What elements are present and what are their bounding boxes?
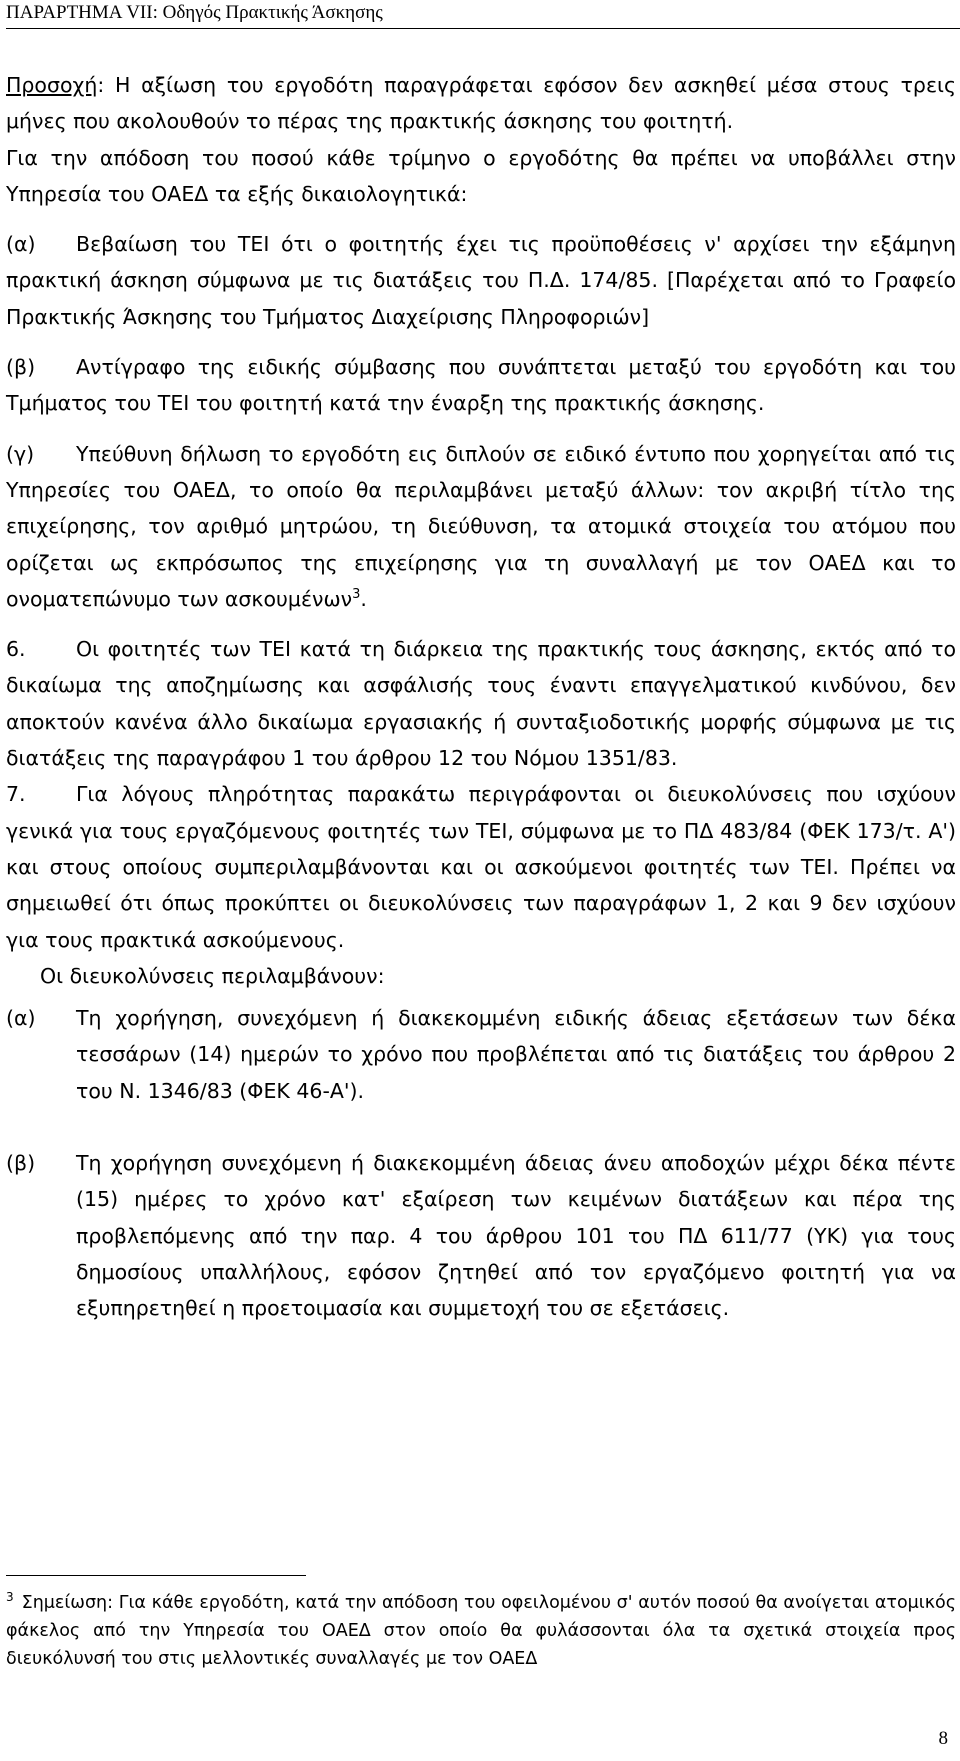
notice-label: Προσοχή [6,73,98,97]
item-a-label: (α) [6,232,36,257]
document-body [6,67,956,1327]
item-b-text: Αντίγραφο της ειδικής σύμβασης που συνάπτεται μεταξύ του εργοδότη και του Τμήματος του ΤΕΙ του φοιτητή κατά την έναρξη της πρακτικής άσκησης. [6,355,956,416]
item-a-text: Βεβαίωση του ΤΕΙ ότι ο φοιτητής έχει τις προϋποθέσεις ν' αρχίσει την εξάμηνη πρακτική άσκηση σύμφωνα με τις διατάξεις του Π.Δ. 174/85. [Παρέχεται από το Γραφείο Πρακτικής Άσκησης του Τμήματος Διαχείρισης Πληροφοριών] [6,232,956,329]
paragraph-6-number: 6. [6,637,26,662]
paragraph-7 [6,776,956,957]
item-c-label: (γ) [6,441,35,466]
item-b-label: (β) [6,355,36,380]
item-c [6,436,956,617]
facility-b [6,1145,956,1326]
facility-a-text: Τη χορήγηση, συνεχόμενη ή διακεκομμένη ειδικής άδειας εξετάσεων των δέκα τεσσάρων (14) ημερών το χρόνο που προβλέπεται από τις διατάξεις του άρθρου 2 του Ν. 1346/83 (ΦΕΚ 46-Α'). [76,1006,956,1103]
page-number: 8 [938,1728,948,1749]
item-c-text: Υπεύθυνη δήλωση το εργοδότη εις διπλούν σε ειδικό έντυπο που χορηγείται από τις Υπηρεσίες του ΟΑΕΔ, το οποίο θα περιλαμβάνει μεταξύ άλλων: τον ακριβή τίτλο της επιχείρησης, τον αριθμό μητρώου, τη διεύθυνση, τα ατομικά στοιχεία του ατόμου που ορίζεται ως εκπρόσωπος της επιχείρησης για τη συναλλαγή με τον ΟΑΕΔ και το ονοματεπώνυμο των ασκουμένων [6,441,956,611]
paragraph-6 [6,631,956,776]
item-b [6,349,956,422]
intro-paragraph: Για την απόδοση του ποσού κάθε τρίμηνο ο εργοδότης θα πρέπει να υποβάλλει στην Υπηρεσία του ΟΑΕΔ τα εξής δικαιολογητικά: [6,145,956,206]
facility-a [6,1000,956,1109]
paragraph-6-text: Οι φοιτητές των ΤΕΙ κατά τη διάρκεια της πρακτικής τους άσκησης, εκτός από το δικαίωμα της αποζημίωσης και ασφάλισής τους έναντι επαγγελματικού κινδύνου, δεν αποκτούν κανένα άλλο δικαίωμα εργασιακής ή συνταξιοδοτικής μορφής σύμφωνα με τις διατάξεις της παραγράφου 1 του άρθρου 12 του Νόμου 1351/83. [6,637,956,771]
notice-paragraph [6,67,956,140]
item-c-end: . [360,586,367,611]
running-header: ΠΑΡΑΡΤΗΜΑ VII: Οδηγός Πρακτικής Άσκησης [6,2,383,23]
facility-b-text: Τη χορήγηση συνεχόμενη ή διακεκομμένη άδειας άνευ αποδοχών μέχρι δέκα πέντε (15) ημέρες το χρόνο κατ' εξαίρεση των κειμένων διατάξεων και πέρα της προβλεπόμενης από την παρ. 4 του άρθρου 101 του ΠΔ 611/77 (ΥΚ) για τους δημοσίους υπαλλήλους, εφόσον ζητηθεί από τον εργαζόμενο φοιτητή για να εξυπηρετηθεί η προετοιμασία και συμμετοχή του σε εξετάσεις. [76,1151,956,1321]
item-a [6,226,956,335]
paragraph-7-text: Για λόγους πληρότητας παρακάτω περιγράφονται οι διευκολύνσεις που ισχύουν γενικά για τους εργαζόμενους φοιτητές των ΤΕΙ, σύμφωνα με το ΠΔ 483/84 (ΦΕΚ 173/τ. Α') και στους οποίους συμπεριλαμβάνονται και οι ασκούμενοι φοιτητές των ΤΕΙ. Πρέπει να σημειωθεί ότι όπως προκύπτει οι διευκολύνσεις των παραγράφων 1, 2 και 9 δεν ισχύουν για τους πρακτικά ασκούμενους. [6,782,956,952]
facility-a-label: (α) [6,1006,36,1031]
facilities-intro: Οι διευκολύνσεις περιλαμβάνουν: [40,963,385,988]
footnote-mark: 3 [6,1590,14,1605]
footnote [6,1589,956,1673]
notice-text: : Η αξίωση του εργοδότη παραγράφεται εφόσον δεν ασκηθεί μέσα στους τρεις μήνες που ακολουθούν το πέρας της πρακτικής άσκησης του φοιτητή. [6,73,956,134]
footnote-rule [6,1575,306,1576]
footnote-text: Σημείωση: Για κάθε εργοδότη, κατά την απόδοση του οφειλομένου σ' αυτόν ποσού θα ανοίγεται ατομικός φάκελος από την Υπηρεσία του ΟΑΕΔ στον οποίο θα φυλάσσονται όλα τα σχετικά στοιχεία προς διευκόλυνσή του στις μελλοντικές συναλλαγές με τον ΟΑΕΔ [6,1593,956,1669]
header-rule [6,28,960,29]
paragraph-7-number: 7. [6,782,26,807]
facility-b-label: (β) [6,1151,36,1176]
footnote-reference: 3 [352,587,361,603]
footnote-paragraph [6,1589,956,1673]
